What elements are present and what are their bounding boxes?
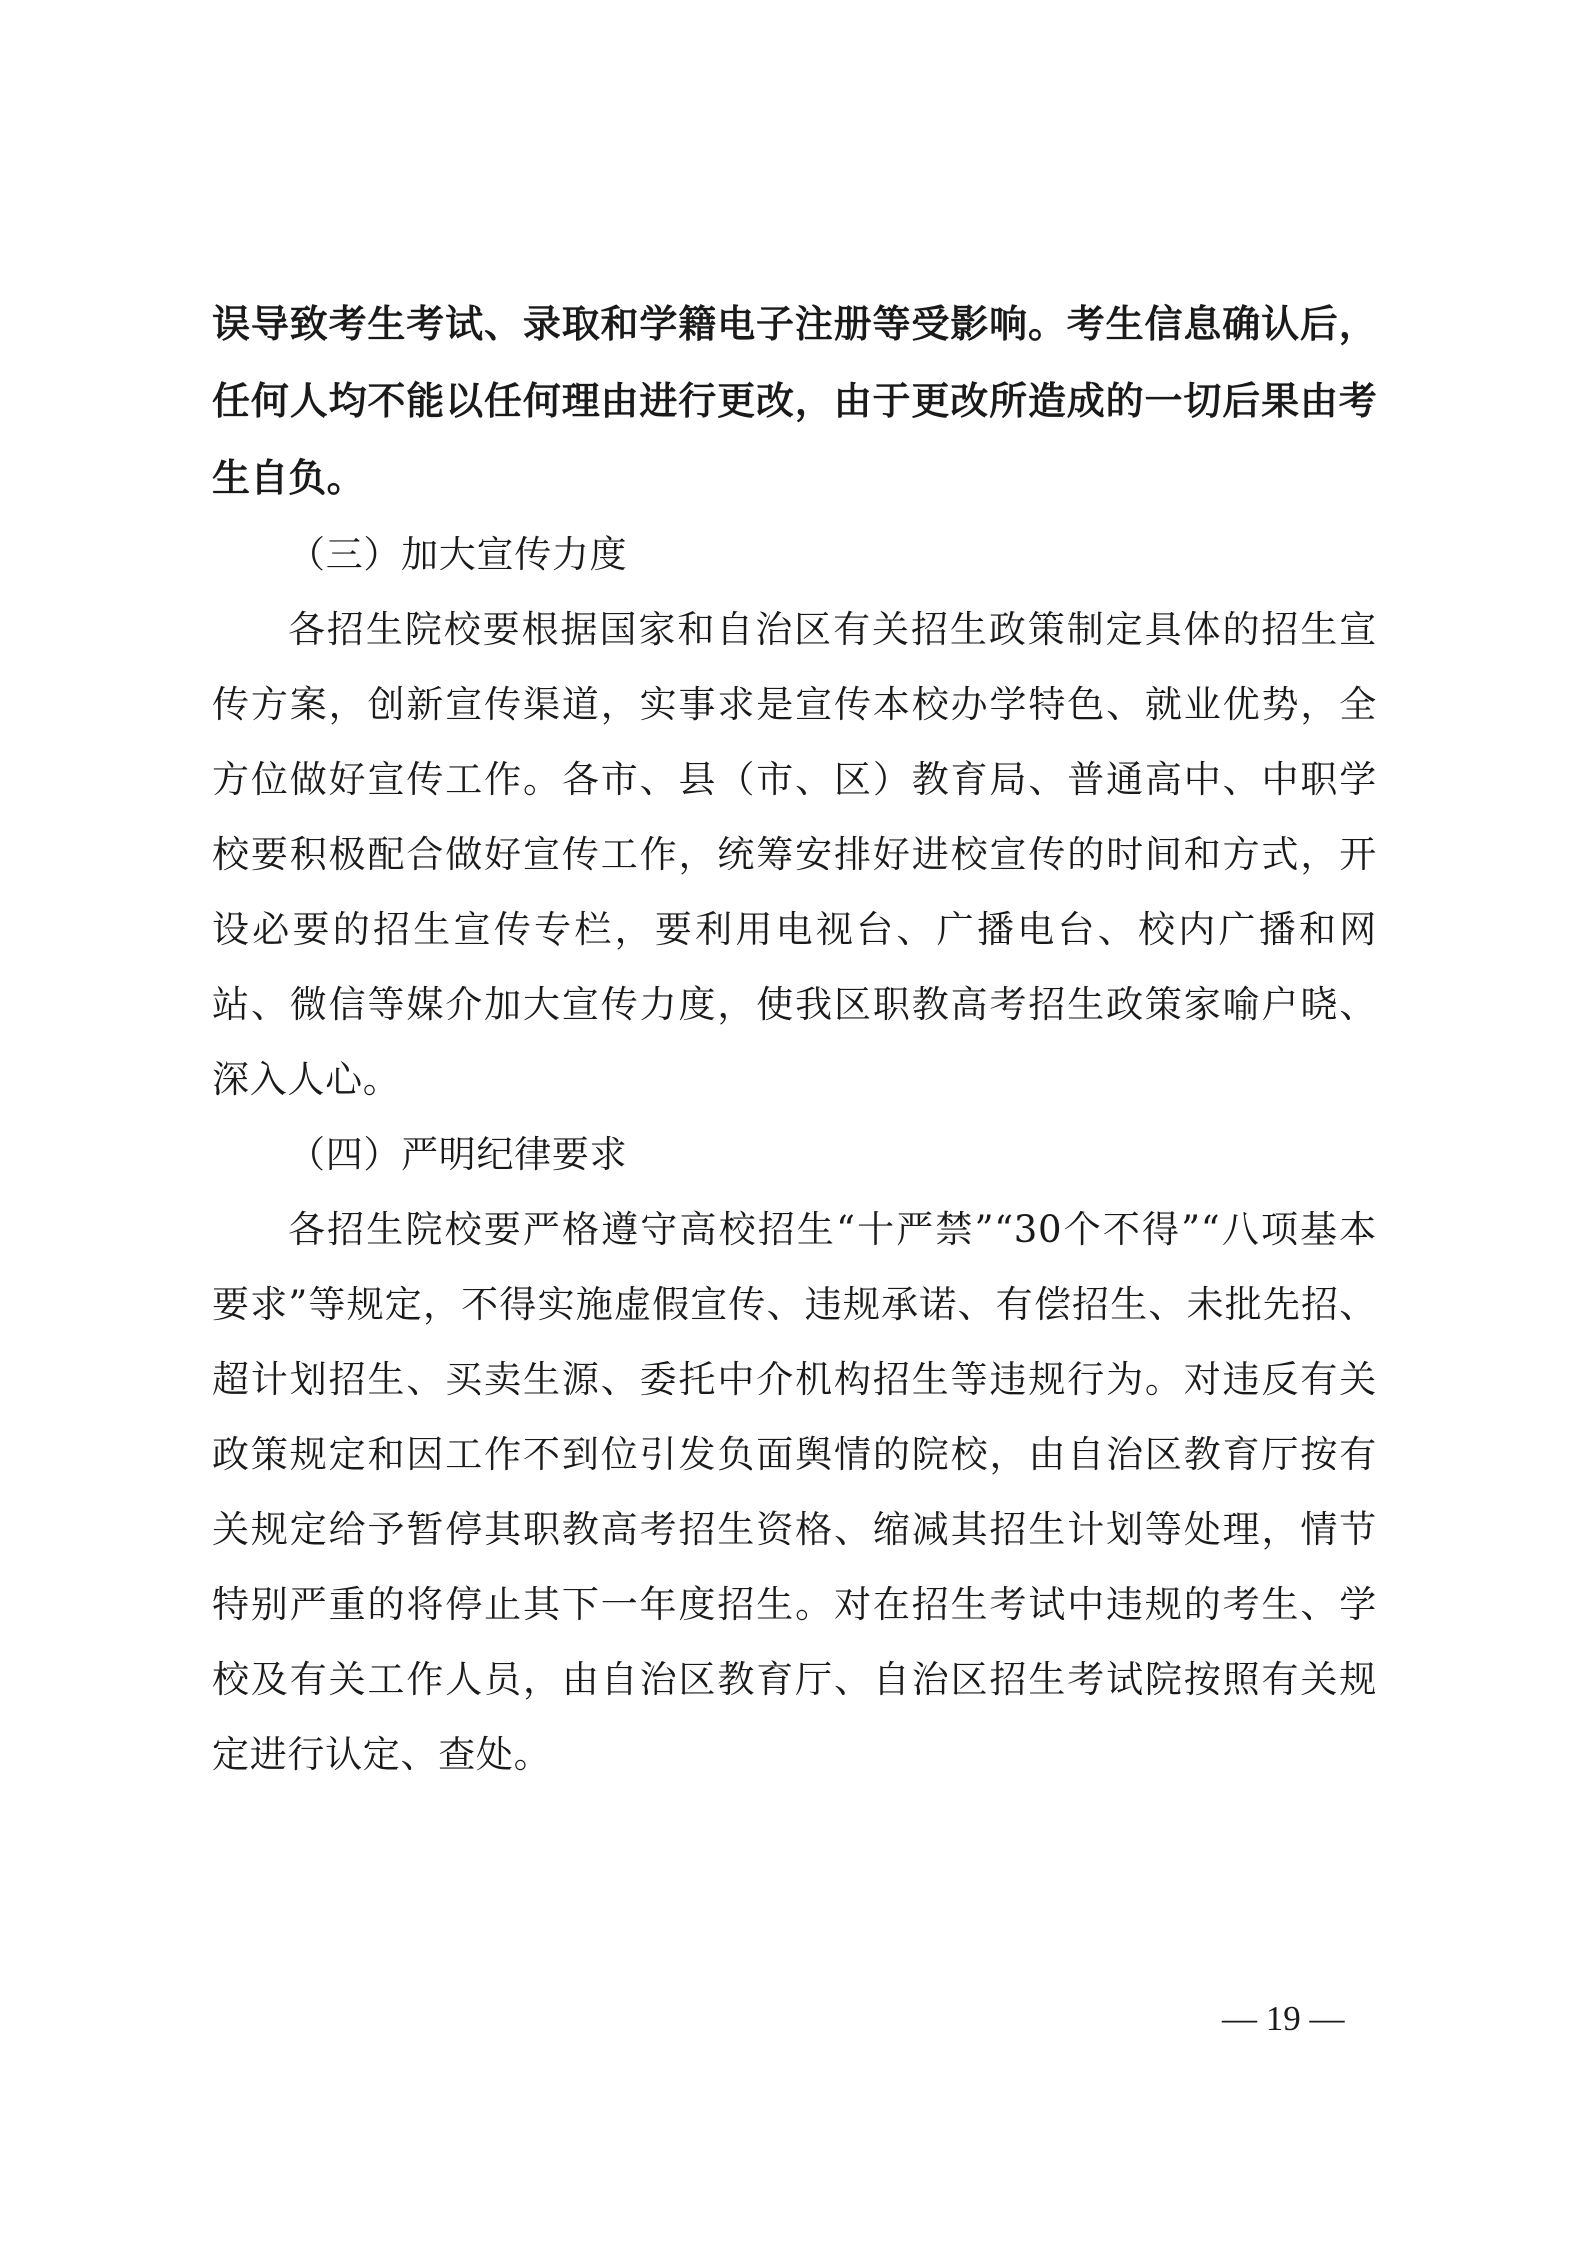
section-4-paragraph: 各招生院校要严格遵守高校招生“十严禁”“30个不得”“八项基本要求”等规定，不得实施虚假宣传、违规承诺、有偿招生、未批先招、超计划招生、买卖生源、委托中介机构招生等违规行为。对违反有关政策规定和因工作不到位引发负面舆情的院校，由自治区教育厅按有关规定给予暂停其职教高考招生资格、缩减其招生计划等处理，情节特别严重的将停止其下一年度招生。对在招生考试中违规的考生、学校及有关工作人员，由自治区教育厅、自治区招生考试院按照有关规定进行认定、查处。: [212, 1208, 1377, 1776]
page-number: — 19 —: [1222, 1999, 1345, 2038]
lead-paragraph: 误导致考生考试、录取和学籍电子注册等受影响。考生信息确认后，任何人均不能以任何理由进行更改，由于更改所造成的一切后果由考生自负。: [212, 302, 1377, 500]
section-3-paragraph: 各招生院校要根据国家和自治区有关招生政策制定具体的招生宣传方案，创新宣传渠道，实事求是宣传本校办学特色、就业优势，全方位做好宣传工作。各市、县（市、区）教育局、普通高中、中职学校要积极配合做好宣传工作，统筹安排好进校宣传的时间和方式，开设必要的招生宣传专栏，要利用电视台、广播电台、校内广播和网站、微信等媒介加大宣传力度，使我区职教高考招生政策家喻户晓、深入人心。: [212, 608, 1377, 1101]
section-3-heading: （三）加大宣传力度: [288, 533, 628, 576]
document-body: [212, 286, 1377, 1792]
section-4-heading: （四）严明纪律要求: [288, 1133, 628, 1176]
